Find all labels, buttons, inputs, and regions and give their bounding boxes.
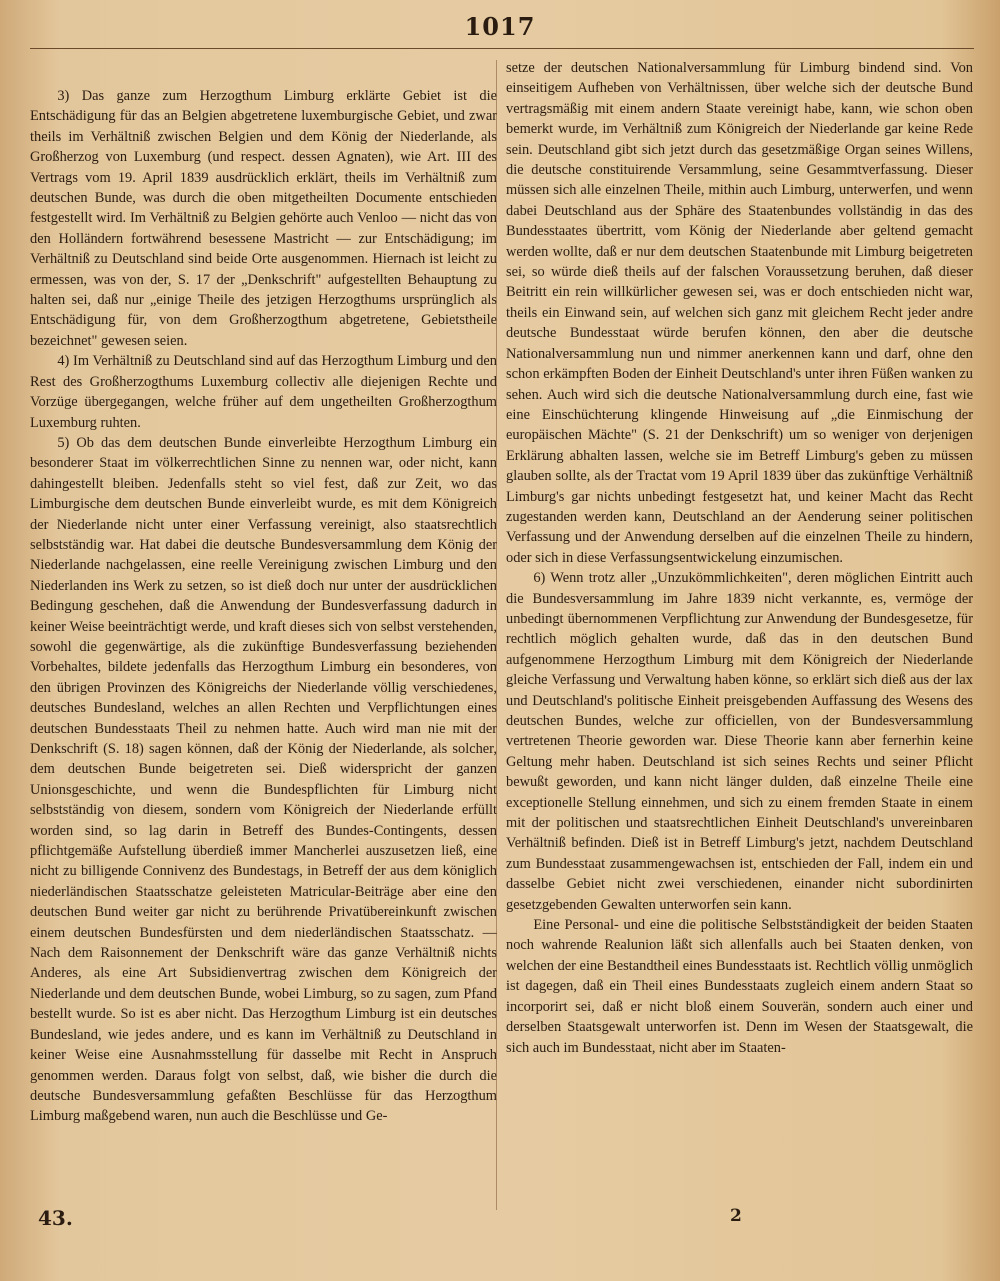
- paragraph-5: 5) Ob das dem deutschen Bunde einverleibte Herzogthum Limburg ein besonderer Staat im völkerrechtlichen Sinne zu nennen war, oder nicht, kann dahingestellt bleiben. Jedenfalls steht so viel fest, daß zur Zeit, wo das Limburgische dem deutschen Bunde einverleibt wurde, es mit dem Königreich der Niederlande nicht unter einer Verfassung vereinigt, also staatsrechtlich selbstständig war. Hat dabei die deutsche Bundesversammlung dem König der Niederlande nachgelassen, eine reelle Vereinigung zwischen Limburg und den Niederlanden ins Werk zu setzen, so ist dieß doch nur unter der ausdrücklichen Bedingung geschehen, daß die Anwendung der Bundesverfassung dadurch in keiner Weise beeinträchtigt werde, und kraft dieses sich von selbst verstehenden, sowohl die gegenwärtige, als die zukünftige Bundesverfassung beziehenden Vorbehaltes, bildete jedenfalls das Herzogthum Limburg ein besonderes, von den übrigen Provinzen des Königreichs der Niederlande völlig verschiedenes, deutsches Bundesland, welches an allen Rechten und Verpflichtungen eines deutschen Bundesstaats Theil zu nehmen hatte. Auch wird man nie mit der Denkschrift (S. 18) sagen können, daß der König der Niederlande, als solcher, dem deutschen Bunde beigetreten sei. Dieß widerspricht der ganzen Unionsgeschichte, und wenn die Bundespflichten für Limburg nicht selbstständig von diesem, sondern vom Königreich der Niederlande erfüllt worden sind, so lag darin in Betreff des Bundes-Contingents, dessen pflichtgemäße Aufstellung überdieß immer Mancherlei auszusetzen ließ, eine nicht zu billigende Connivenz des Bundestags, in Betreff der aus dem königlich niederländischen Staatsschatze geleisteten Matricular-Beiträge aber eine den deutschen Bund weiter gar nicht zu berührende Privatübereinkunft zwischen einem deutschen Bundesfürsten und dem niederländischen Staatsschatz. — Nach dem Raisonnement der Denkschrift wäre das ganze Verhältniß nichts Anderes, als eine Art Subsidienvertrag zwischen dem Königreich der Niederlande und dem deutschen Bunde, wobei Limburg, so zu sagen, zum Pfand bestellt wurde. So ist es aber nicht. Das Herzogthum Limburg ist ein deutsches Bundesland, wie jedes andere, und es kann im Verhältniß zu Deutschland in keiner Weise eine Ausnahmsstellung für dasselbe mit Recht in Anspruch genommen werden. Daraus folgt von selbst, daß, wie bisher die durch die deutsche Bundesversammlung gefaßten Beschlüsse für das Herzogthum Limburg maßgebend waren, nun auch die Beschlüsse und Ge-: [30, 434, 497, 1125]
- sheet-signature-number: 2: [730, 1206, 742, 1226]
- paragraph-4: 4) Im Verhältniß zu Deutschland sind auf das Herzogthum Limburg und den Rest des Großherzogthums Luxemburg collectiv alle diejenigen Rechte und Vorzüge übergegangen, welche früher auf dem ungetheilten Großherzogthum Luxemburg ruhten.: [30, 353, 497, 431]
- paragraph-union: Eine Personal- und eine die politische Selbstständigkeit der beiden Staaten noch wahrende Realunion läßt sich allenfalls auch bei Staaten denken, von welchen der eine Bestandtheil eines Bundesstaats ist. Rechtlich völlig unmöglich ist dagegen, daß ein Theil eines Bundesstaats zugleich einem andern Staat so incorporirt sei, daß er nicht bloß einem Souverän, sondern auch einer und derselben Staatsgewalt unterworfen ist. Denn im Wesen der Staatsgewalt, die sich auch im Bundesstaat, nicht aber im Staaten-: [506, 917, 973, 1056]
- left-column: [30, 86, 497, 1206]
- paragraph-5-continued: setze der deutschen Nationalversammlung für Limburg bindend sind. Von einseitigem Aufheben von Verhältnissen, über welche sich der deutsche Bund vertragsmäßig mit einem andern Staate vereinigt habe, kann, wie schon oben bemerkt wurde, im Verhältniß zum Königreich der Niederlande gar keine Rede sein. Deutschland gibt sich jetzt durch das gesetzmäßige Organ seines Willens, die deutsche constituirende Versammlung, seine Gesammtverfassung. Dieser müssen sich alle einzelnen Theile, mithin auch Limburg, unterwerfen, und wenn dabei Deutschland aus der Sphäre des Staatenbundes vollständig in das des Bundesstaates übertritt, vom König der Niederlande aber geltend gemacht werden wollte, daß er nur dem deutschen Staatenbunde mit Limburg beigetreten sei, so würde dieß theils auf der falschen Voraussetzung beruhen, daß dieser Beitritt ein rein willkürlicher gewesen sei, was er doch entschieden nicht war, theils ein Einwand sein, auf welchen sich ganz mit gleichem Recht jeder andre deutsche Bundesstaat würde berufen können, den aber die deutsche Nationalversammlung nun und nimmer anerkennen kann und darf, ohne den schon erkämpften Boden der Einheit Deutschland's unter ihren Füßen wanken zu sehen. Auch wird sich die deutsche Nationalversammlung durch eine, fast wie eine Einschüchterung klingende Hinweisung auf „die Einmischung der europäischen Mächte" (S. 21 der Denkschrift) um so weniger von derjenigen Erklärung abhalten lassen, welche sie im Betreff Limburg's geben zu müssen glauben sollte, als der Tractat vom 19 April 1839 über das zukünftige Verhältniß Limburg's gar nichts unbedingt festgesetzt hat, und keiner Macht das Recht zugestanden werden kann, Deutschland an der Aenderung seiner politischen Verfassung und der Anwendung derselben auf die einzelnen Theile zu hindern, oder sich in diese Verfassungsentwickelung einzumischen.: [506, 60, 973, 566]
- sheet-signature: 43.: [38, 1206, 73, 1230]
- header-rule: [30, 48, 974, 49]
- column-divider: [496, 60, 497, 1210]
- page-number: 1017: [464, 12, 536, 41]
- right-column: [506, 58, 973, 1206]
- paragraph-6: 6) Wenn trotz aller „Unzukömmlichkeiten", deren möglichen Eintritt auch die Bundesversammlung im Jahre 1839 nicht verkannte, es, vermöge der unbedingt übernommenen Verpflichtung zur Anwendung der Bundesgesetze, für rechtlich möglich gehalten wurde, daß das in den deutschen Bund aufgenommene Herzogthum Limburg mit dem Königreich der Niederlande gleiche Verfassung und Verwaltung haben könne, so erklärt sich dieß aus der lax und Deutschland's politische Einheit preisgebenden Auffassung des Wesens des deutschen Bundes, welche zur officiellen, von der Bundesversammlung vertretenen Theorie geworden war. Diese Theorie kann aber fernerhin keine Geltung mehr haben. Deutschland ist sich seines Rechts und seiner Pflicht bewußt geworden, und kann nicht länger dulden, daß einzelne Theile eine exceptionelle Stellung einnehmen, und sich zu einem fremden Staate in einem mit der politischen und staatsrechtlichen Einheit Deutschland's unvereinbaren Verhältniß befinden. Dieß ist in Betreff Limburg's jetzt, nachdem Deutschland zum Bundesstaat zusammengewachsen ist, entschieden der Fall, indem ein und dasselbe Gebiet nicht zwei verschiedenen, einander nicht subordinirten gesetzgebenden Gewalten unterworfen sein kann.: [506, 570, 973, 913]
- paragraph-3: 3) Das ganze zum Herzogthum Limburg erklärte Gebiet ist die Entschädigung für das an Belgien abgetretene luxemburgische Gebiet, und zwar theils im Verhältniß zwischen Belgien und dem König der Niederlande, als Großherzog von Luxemburg (und respect. dessen Agnaten), wie Art. III des Vertrags vom 19. April 1839 ausdrücklich erklärt, theils im Verhältniß zum deutschen Bunde, was durch die oben mitgetheilten Documente entschieden festgestellt wird. Im Verhältniß zu Belgien gehörte auch Venloo — nicht das von den Holländern fortwährend besessene Mastricht — zur Entschädigung; im Verhältniß zu Deutschland sind beide Orte ausgenommen. Hiernach ist leicht zu ermessen, was von der, S. 17 der „Denkschrift" aufgestellten Behauptung zu halten sei, daß nur „einige Theile des jetzigen Herzogthums ursprünglich als Entschädigung für, von dem Großherzogthum abgetretene, Gebietstheile bezeichnet" gewesen seien.: [30, 88, 497, 349]
